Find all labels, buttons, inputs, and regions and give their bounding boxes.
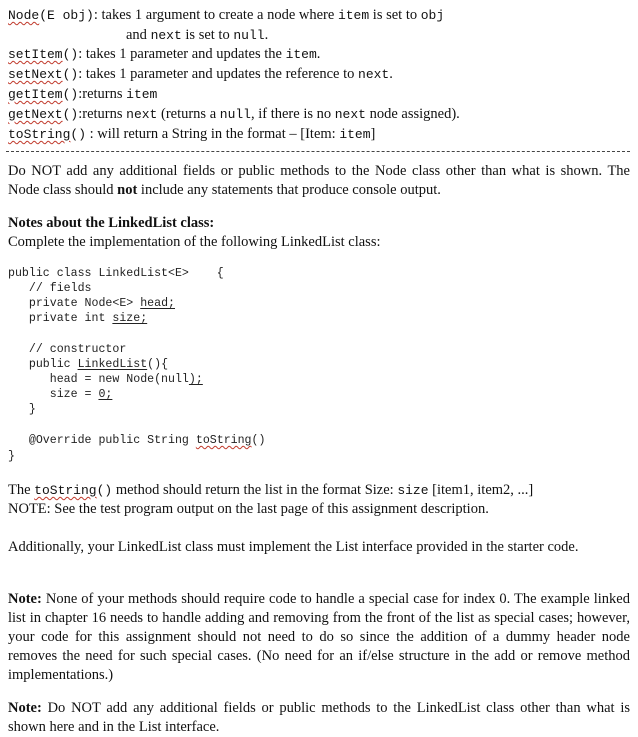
setitem-name: setItem — [8, 47, 63, 62]
tostring-para-pre: The — [8, 482, 35, 498]
node-constructor-desc: : takes 1 argument to create a node where — [93, 7, 338, 23]
getitem-desc: :returns — [78, 86, 127, 102]
code-line-comment-fields: // fields — [8, 282, 92, 295]
node-note-bold: not — [117, 182, 138, 198]
code-tostring-decl: @Override public String — [8, 434, 196, 447]
note-special-case-paragraph — [8, 590, 630, 685]
linked-list-heading-text: Notes about the LinkedList class: — [8, 215, 215, 231]
note2-label: Note: — [8, 700, 42, 716]
note2-text: Do NOT add any additional fields or public methods to the LinkedList class other than what is shown here and in the List interface. — [8, 700, 630, 735]
code-line-comment-ctor: // constructor — [8, 343, 127, 356]
tostring-paren: () — [70, 127, 87, 142]
code-head-assign-end: ); — [188, 373, 203, 386]
code-size-assign-value: 0; — [98, 388, 113, 401]
code-next: next — [150, 28, 182, 43]
code-ctor-public: public — [8, 358, 78, 371]
code-size-assign: size = — [8, 388, 99, 401]
setnext-paren: () — [62, 67, 79, 82]
code-size-name: size; — [112, 312, 148, 325]
interface-paragraph: Additionally, your LinkedList class must implement the List interface provided in the starter code. — [8, 539, 579, 555]
node-note-text-after: include any statements that produce console output. — [137, 182, 441, 198]
code-line-ctor-close: } — [8, 403, 36, 416]
getnext-paren: () — [62, 107, 79, 122]
code-item: item — [285, 47, 317, 62]
tostring-format-paragraph — [8, 481, 630, 500]
setnext-desc: : takes 1 parameter and updates the reference to — [78, 66, 359, 82]
note-no-extra-fields-paragraph — [8, 699, 630, 737]
code-line-head-assign — [8, 372, 203, 387]
linked-list-heading — [8, 214, 630, 233]
setnext-line — [8, 65, 393, 84]
node-note-text: Do NOT add any additional fields or public methods to the Node class other than what is shown. The Node class should — [8, 163, 630, 198]
code-next: next — [126, 107, 158, 122]
tostring-para-method: toString — [34, 483, 97, 498]
constructor-line2-mid: is set to — [181, 27, 234, 43]
constructor-line2-end: . — [264, 27, 269, 43]
code-tostring-name: toString — [195, 434, 252, 447]
section-divider — [6, 151, 630, 152]
getitem-name: getItem — [8, 87, 63, 102]
code-line-size — [8, 311, 147, 326]
setnext-name: setNext — [8, 67, 63, 82]
code-line-class: public class LinkedList<E> { — [8, 267, 224, 280]
setitem-desc: : takes 1 parameter and updates the — [78, 46, 286, 62]
tostring-name: toString — [8, 127, 71, 142]
node-constructor-line — [8, 6, 444, 25]
code-next: next — [334, 107, 366, 122]
code-ctor-paren: (){ — [147, 358, 169, 371]
node-constructor-desc2: is set to — [369, 7, 421, 23]
getnext-line — [8, 105, 460, 124]
tostring-end: ] — [370, 126, 376, 142]
node-constructor-args: (E obj) — [39, 8, 94, 23]
getitem-paren: () — [62, 87, 79, 102]
linked-list-intro: Complete the implementation of the following LinkedList class: — [8, 234, 381, 250]
tostring-note: NOTE: See the test program output on the last page of this assignment description. — [8, 501, 489, 517]
code-ctor-name: LinkedList — [77, 358, 148, 371]
tostring-desc: : will return a String in the format – [Item: — [86, 126, 340, 142]
code-next: next — [358, 67, 390, 82]
getitem-line — [8, 85, 157, 104]
code-head-decl: private Node<E> — [8, 297, 141, 310]
setitem-line — [8, 45, 320, 64]
getnext-desc3: , if there is no — [250, 106, 335, 122]
code-item: item — [337, 8, 370, 23]
code-line-head — [8, 296, 175, 311]
getnext-desc4: node assigned). — [365, 106, 460, 122]
code-head-name: head; — [140, 297, 175, 310]
tostring-para-post2: [item1, item2, ...] — [428, 482, 534, 498]
getnext-name: getNext — [8, 107, 63, 122]
note1-text: None of your methods should require code to handle a special case for index 0. The example linked list in chapter 16 needs to handle adding and removing from the front of the list as special cases; however, your code for this assignment should not need to do so since the addition of a dummy header node removes the need for such special cases. (No need for an if/else structure in the add or remove method implementations.) — [8, 591, 630, 683]
note1-label: Note: — [8, 591, 42, 607]
code-size-decl: private int — [8, 312, 113, 325]
node-constructor-line2: and next is set to null. — [126, 27, 269, 43]
tostring-para-size: size — [397, 483, 429, 498]
code-line-ctor — [8, 357, 168, 372]
setitem-end: . — [316, 46, 321, 62]
setnext-end: . — [389, 66, 393, 82]
setitem-paren: () — [62, 47, 79, 62]
node-note-paragraph — [8, 162, 630, 200]
code-head-assign: head = new Node(null — [8, 373, 189, 386]
code-null: null — [219, 107, 251, 122]
tostring-para-paren: () — [96, 483, 113, 498]
code-obj: obj — [420, 8, 445, 23]
code-tostring-paren: () — [251, 434, 266, 447]
code-line-class-close: } — [8, 450, 15, 463]
code-null: null — [233, 28, 265, 43]
code-item: item — [339, 127, 371, 142]
code-line-tostring — [8, 433, 265, 448]
getnext-desc2: (returns a — [157, 106, 220, 122]
code-line-size-assign — [8, 387, 112, 402]
node-constructor-name: Node — [8, 8, 40, 23]
code-item: item — [126, 87, 158, 102]
getnext-desc: :returns — [78, 106, 127, 122]
tostring-line — [8, 125, 375, 144]
tostring-para-post: method should return the list in the format Size: — [112, 482, 398, 498]
